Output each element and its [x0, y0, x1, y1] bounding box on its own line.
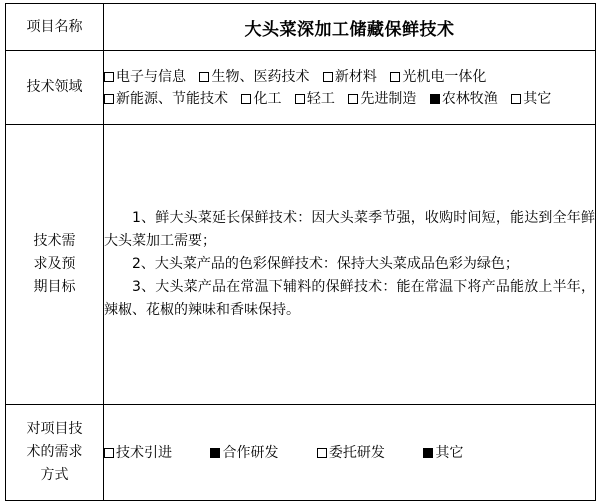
tech-field-option[interactable] [430, 88, 498, 110]
option-label: 合作研发 [222, 444, 279, 461]
demand-mode-label-line: 对项目技 [26, 421, 83, 437]
demand-mode-option[interactable] [104, 442, 172, 464]
checkbox-icon[interactable] [241, 94, 251, 104]
option-label: 生物、医药技术 [211, 68, 310, 85]
option-label: 新材料 [334, 68, 377, 85]
option-label: 化工 [253, 90, 282, 107]
goals-label-line: 期目标 [33, 279, 76, 295]
tech-field-option[interactable] [323, 66, 377, 88]
demand-mode-label-line: 术的需求 [26, 444, 83, 460]
goal-paragraph: 3、大头菜产品在常温下辅料的保鲜技术：能在常温下将产品能放上半年，辣椒、花椒的辣味和香味保持。 [104, 279, 595, 318]
project-title: 大头菜深加工储藏保鲜技术 [104, 4, 596, 51]
row-tech-field [6, 51, 596, 125]
goals-label-line: 求及预 [33, 256, 76, 272]
checkbox-icon[interactable] [430, 94, 440, 104]
tech-field-option[interactable] [104, 88, 228, 110]
checkbox-icon[interactable] [348, 94, 358, 104]
demand-mode-label-line: 方式 [40, 467, 69, 483]
option-label: 电子与信息 [116, 68, 186, 85]
option-label: 技术引进 [116, 444, 172, 461]
row-demand-mode [6, 405, 596, 501]
checkbox-icon[interactable] [210, 448, 220, 458]
tech-field-option[interactable] [390, 66, 486, 88]
goals-label [6, 125, 104, 405]
demand-mode-label [6, 405, 104, 501]
option-label: 轻工 [306, 90, 335, 107]
checkbox-icon[interactable] [317, 448, 327, 458]
goals-content [104, 125, 596, 405]
tech-field-option[interactable] [348, 88, 416, 110]
row-project-name [6, 4, 596, 51]
option-label: 先进制造 [360, 90, 417, 107]
goal-paragraph: 1、鲜大头菜延长保鲜技术：因大头菜季节强，收购时间短，能达到全年鲜大头菜加工需要； [104, 210, 595, 249]
tech-field-option[interactable] [199, 66, 309, 88]
option-label: 其它 [435, 444, 464, 461]
checkbox-icon[interactable] [390, 72, 400, 82]
checkbox-icon[interactable] [423, 448, 433, 458]
tech-field-options [104, 51, 596, 125]
row-goals [6, 125, 596, 405]
goal-paragraph: 2、大头菜产品的色彩保鲜技术：保持大头菜成品色彩为绿色； [132, 256, 519, 272]
option-label: 新能源、节能技术 [116, 90, 228, 107]
project-name-label: 项目名称 [6, 4, 104, 51]
tech-field-option[interactable] [295, 88, 335, 110]
project-form-table [5, 3, 596, 501]
checkbox-icon[interactable] [511, 94, 521, 104]
tech-field-label: 技术领域 [6, 51, 104, 125]
goals-label-line: 技术需 [33, 233, 76, 249]
checkbox-icon[interactable] [104, 72, 114, 82]
demand-mode-options [104, 405, 596, 501]
demand-mode-option[interactable] [423, 442, 463, 464]
checkbox-icon[interactable] [323, 72, 333, 82]
option-label: 农林牧渔 [441, 90, 498, 107]
option-label: 其它 [523, 90, 552, 107]
tech-field-option[interactable] [104, 66, 186, 88]
checkbox-icon[interactable] [104, 94, 114, 104]
tech-field-option[interactable] [511, 88, 551, 110]
checkbox-icon[interactable] [295, 94, 305, 104]
demand-mode-option[interactable] [210, 442, 278, 464]
checkbox-icon[interactable] [199, 72, 209, 82]
demand-mode-option[interactable] [317, 442, 385, 464]
option-label: 委托研发 [328, 444, 385, 461]
checkbox-icon[interactable] [104, 448, 114, 458]
tech-field-option[interactable] [241, 88, 281, 110]
option-label: 光机电一体化 [402, 68, 487, 85]
